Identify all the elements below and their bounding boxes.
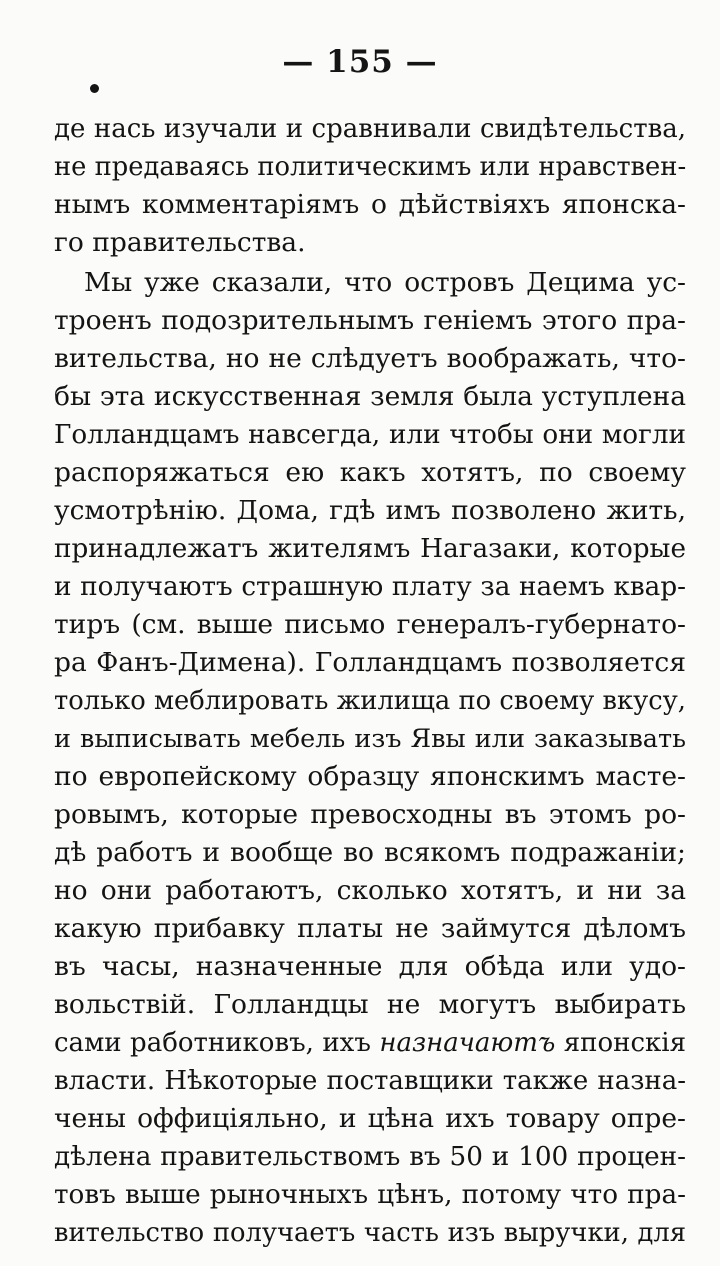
text-line: тиръ (см. выше письмо генералъ-губернато- xyxy=(54,609,686,640)
text-line: власти. Нѣкоторые поставщики также назна- xyxy=(54,1066,686,1096)
italic-word: назначаютъ xyxy=(379,1028,556,1058)
text-line: де нась изучали и сравнивали свидѣтельства, xyxy=(54,114,686,144)
text-line: вольствій. Голландцы не могутъ выбирать xyxy=(54,989,686,1020)
text-line: дѣ работъ и вообще во всякомъ подражаніи; xyxy=(54,837,686,868)
text-line: принадлежатъ жителямъ Нагазаки, которые xyxy=(54,534,686,564)
text-line: ровымъ, которые превосходны въ этомъ ро- xyxy=(54,799,686,830)
text-line: распоряжаться ею какъ хотятъ, по своему xyxy=(54,457,686,488)
text-line: ра Фанъ-Димена). Голландцамъ позволяется xyxy=(54,647,686,678)
text-line: въ часы, назначенные для обѣда или удо- xyxy=(54,951,686,982)
text-line: бы эта искусственная земля была уступлена xyxy=(54,381,686,412)
text-segment: сами работниковъ, ихъ xyxy=(54,1028,380,1058)
text-line: усмотрѣнію. Дома, гдѣ имъ позволено жить, xyxy=(54,495,686,526)
text-line: дѣлена правительствомъ въ 50 и 100 процен- xyxy=(54,1142,686,1172)
text-line-with-italic xyxy=(54,1024,686,1062)
text-line: какую прибавку платы не займутся дѣломъ xyxy=(54,913,686,944)
text-line: товъ выше рыночныхъ цѣнъ, потому что пра- xyxy=(54,1180,686,1210)
text-line: только меблировать жилища по своему вкусу, xyxy=(54,686,686,716)
text-line: троенъ подозрительнымъ геніемъ этого пра- xyxy=(54,305,686,336)
text-line: нымъ комментаріямъ о дѣйствіяхъ японска- xyxy=(54,189,686,220)
text-line: го правительства. xyxy=(54,227,306,258)
text-line: и выписывать мебель изъ Явы или заказывать xyxy=(54,724,686,754)
page-number: — 155 — xyxy=(282,44,438,80)
ink-speck xyxy=(90,84,99,93)
text-line: Голландцамъ навсегда, или чтобы они могли xyxy=(54,420,686,450)
text-line: не предаваясь политическимъ или нравствен- xyxy=(54,152,687,182)
text-line: и получаютъ страшную плату за наемъ квар- xyxy=(54,572,686,602)
paragraph-first-line: Мы уже сказали, что островъ Децима ус- xyxy=(84,267,686,298)
text-line: по европейскому образцу японскимъ масте- xyxy=(54,761,686,792)
text-segment: японскія xyxy=(555,1028,686,1058)
text-line: чены оффиціяльно, и цѣна ихъ товару опре- xyxy=(54,1103,686,1134)
text-line: вительства, но не слѣдуетъ воображать, что- xyxy=(54,343,686,374)
text-line: но они работаютъ, сколько хотятъ, и ни за xyxy=(54,875,686,906)
text-line: вительство получаетъ часть изъ выручки, для xyxy=(54,1218,686,1248)
